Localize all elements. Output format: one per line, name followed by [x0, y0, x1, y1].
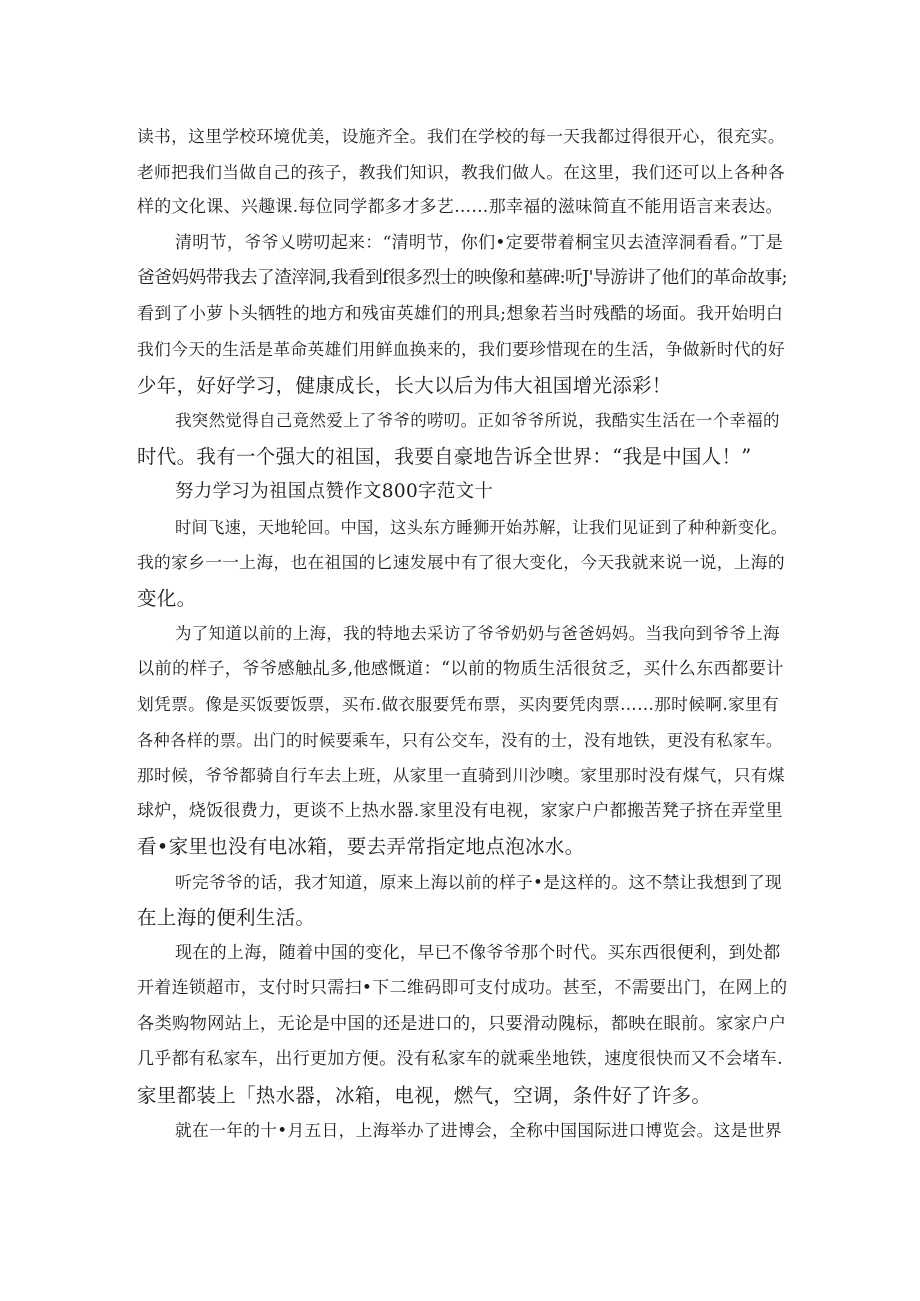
text-line: 划凭票。像是买饭要饭票，买布.做衣服要凭布票，买肉要凭肉票……那时候啊.家里有 [137, 694, 780, 714]
text-line: 各种各样的票。出门的时候要乘车，只有公交车，没有的士，没有地铁，更没有私家车。 [137, 730, 783, 750]
essay-body [137, 119, 787, 1149]
text-line: 开着连锁超市，支付时只需扫•下二维码即可支付成功。甚至，不需要出门，在网上的 [137, 978, 788, 998]
text-line: 那时候，爷爷都骑自行车去上班，从家里一直骑到川沙噢。家里那时没有煤气，只有煤 [137, 765, 785, 785]
text-line: 样的文化课、兴趣课.每位同学都多才多艺……那幸福的滋味简直不能用语言来表达。 [137, 197, 783, 217]
text-line: 清明节，爷爷乂唠叨起来：“清明节，你们•定要带着桐宝贝去渣滓洞看看。”丁是 [175, 232, 784, 253]
text-line: 少年，好好学习，健康成长，长大以后为伟大祖国增光添彩！ [137, 373, 672, 397]
text-line: 时代。我有一个强大的祖国，我要自豪地告诉全世界：“我是中国人！” [137, 444, 752, 468]
text-line: 听完爷爷的话，我才知道，原来上海以前的样子•是这样的。这不禁让我想到了现 [175, 871, 782, 892]
text-line: 就在一年的十•月五日，上海举办了进博会，全称中国国际进口博览会。这是世界 [175, 1120, 782, 1140]
section-heading: 努力学习为祖国点赞作文800字范文十 [175, 481, 494, 502]
text-line: 现在的上海，随着中国的变化，早已不像爷爷那个时代。买东西很便利，到处都 [175, 942, 781, 963]
text-line: 各类购物网站上，无论是中国的还是进口的，只要滑动隗标，都映在眼前。家家户户 [137, 1013, 787, 1034]
text-line: 变化。 [137, 586, 197, 610]
text-line: 在上海的便利生活。 [137, 906, 316, 929]
text-line: 老师把我们当做自己的孩子，教我们知识，教我们做人。在这里，我们还可以上各种各 [137, 161, 785, 182]
text-line: 读书，这里学校环境优美，设施齐全。我们在学校的每一天我都过得很开心，很充实。 [137, 126, 785, 146]
text-line: 我突然觉得自己竟然爱上了爷爷的唠叨。正如爷爷所说，我酷实生活在一个幸福的 [175, 411, 780, 430]
text-line: 以前的样子，爷爷感触乩多,他感慨道：“以前的物质生活很贫乏，买什么东西都要计 [137, 658, 784, 679]
text-line: 看•家里也没有电冰箱，要去弄常指定地点泡冰水。 [137, 835, 585, 858]
text-line: 几乎都有私家车，出行更加方便。没有私家车的就乘坐地铁，速度很快而又不会堵车. [137, 1049, 783, 1069]
text-line: 为了知道以前的上海，我的特地去采访了爷爷奶奶与爸爸妈妈。当我向到爷爷上海 [175, 624, 780, 643]
text-line: 家里都装上「热水器，冰箱，电视，燃气，空调，条件好了许多。 [137, 1083, 712, 1107]
text-line: 我们今天的生活是革命英雄们用鲜血换来的，我们要珍惜现在的生活，争做新时代的好 [137, 339, 785, 359]
text-line: 我的家乡一一上海，也在祖国的匕速发展中有了很大变化，今天我就来说一说，上海的 [137, 552, 785, 572]
text-line: 球炉，烧饭很费力，更谈不上热水器.家里没有电视，家家户户都搬苦凳子挤在弄堂里 [137, 800, 783, 821]
text-line: 爸爸妈妈带我去了渣滓洞,我看到f很多烈士的映像和墓碑:听J'导游讲了他们的革命故事; [137, 268, 787, 288]
text-line: 看到了小萝卜头牺牲的地方和残宙英雄们的刑具;想象若当时残酷的场面。我开始明白 [137, 303, 784, 324]
text-line: 时间飞速，天地轮回。中国，这头东方睡狮开始苏解，让我们见证到了种种新变化。 [175, 517, 788, 537]
